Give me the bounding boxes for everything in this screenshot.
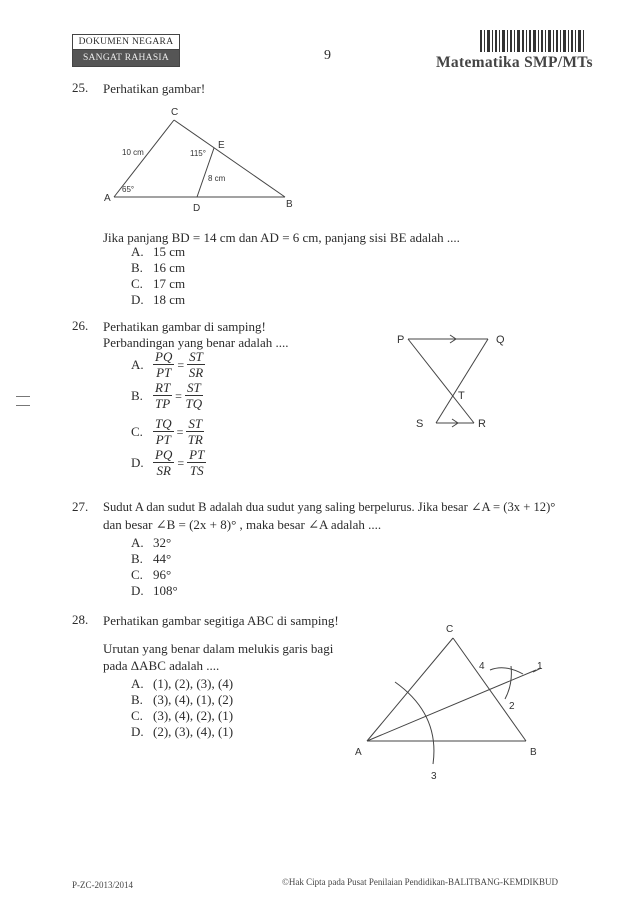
q28-line2: pada ΔABC adalah ....: [103, 658, 220, 673]
q25-option-b: B. 16 cm: [131, 260, 186, 275]
q28-prompt: Perhatikan gambar segitiga ABC di samping!: [103, 613, 339, 628]
q26-label-q: Q: [496, 334, 505, 346]
q27-option-c: C. 96°: [131, 567, 172, 582]
q26-prompt: Perhatikan gambar di samping!: [103, 319, 266, 334]
q26-option-a: A. $\frac{PQ}{PT}$ = $\frac{ST}{SR}$: [131, 349, 204, 380]
q28-option-a: A. (1), (2), (3), (4): [131, 676, 234, 691]
margin-mark: [16, 396, 30, 406]
q25-option-a: A. 15 cm: [131, 244, 186, 259]
subject-title: Matematika SMP/MTs: [436, 54, 593, 71]
q28-number: 28.: [72, 612, 89, 627]
q26-question: Perbandingan yang benar adalah ....: [103, 335, 289, 350]
q26-option-b: B. $\frac{RT}{TP}$ = $\frac{ST}{TQ}$: [131, 380, 203, 411]
q28-option-c: C. (3), (4), (2), (1): [131, 708, 234, 723]
q28-label-c: C: [446, 624, 454, 635]
q25-option-c: C. 17 cm: [131, 276, 186, 291]
q25-label-b: B: [286, 199, 293, 210]
q25-label-c: C: [171, 107, 179, 118]
q25-question: Jika panjang BD = 14 cm dan AD = 6 cm, panjang sisi BE adalah ....: [103, 230, 460, 245]
q27-line2: dan besar ∠B = (2x + 8)° , maka besar ∠A adalah ....: [103, 517, 382, 532]
q25-label-angle-a: 65°: [122, 185, 135, 194]
q28-bisector-figure: [345, 614, 565, 790]
q26-option-c: C. $\frac{TQ}{PT}$ = $\frac{ST}{TR}$: [131, 416, 203, 447]
q25-label-e: E: [218, 140, 225, 151]
q25-label-d: D: [193, 203, 201, 214]
stamp-bottom: SANGAT RAHASIA: [72, 50, 180, 67]
footer-copyright: ©Hak Cipta pada Pusat Penilaian Pendidikan-BALITBANG-KEMDIKBUD: [282, 877, 559, 887]
q28-option-b: B. (3), (4), (1), (2): [131, 692, 234, 707]
q28-label-4: 4: [479, 661, 485, 672]
q27-option-a: A. 32°: [131, 535, 172, 550]
q28-line1: Urutan yang benar dalam melukis garis bagi: [103, 641, 334, 656]
q26-crossed-lines-figure: [392, 326, 512, 434]
q28-option-d: D. (2), (3), (4), (1): [131, 724, 234, 739]
q28-label-1: 1: [537, 661, 543, 672]
q25-prompt: Perhatikan gambar!: [103, 81, 206, 96]
q27-option-d: D. 108°: [131, 583, 178, 598]
q28-label-b: B: [530, 747, 537, 758]
q25-label-de: 8 cm: [208, 174, 226, 183]
stamp-top: DOKUMEN NEGARA: [72, 34, 180, 50]
q27-option-b: B. 44°: [131, 551, 172, 566]
q27-line1: Sudut A dan sudut B adalah dua sudut yang saling berpelurus. Jika besar ∠A = (3x + 12)°: [103, 500, 556, 514]
q26-option-d: D. $\frac{PQ}{SR}$ = $\frac{PT}{TS}$: [131, 447, 205, 478]
footer-code: P-ZC-2013/2014: [72, 880, 134, 890]
q26-label-r: R: [478, 418, 486, 430]
q25-option-d: D. 18 cm: [131, 292, 186, 307]
q26-label-t: T: [458, 390, 465, 402]
q27-number: 27.: [72, 499, 89, 514]
page-number: 9: [324, 48, 331, 63]
q26-label-p: P: [397, 334, 405, 346]
q28-label-2: 2: [509, 701, 515, 712]
q25-triangle-figure: [100, 100, 300, 218]
q26-label-s: S: [416, 418, 424, 430]
q28-label-3: 3: [431, 771, 437, 782]
document-stamp: [72, 34, 180, 67]
q25-label-a: A: [104, 193, 111, 204]
barcode-icon: [480, 30, 584, 52]
q28-label-a: A: [355, 747, 362, 758]
q25-label-ac: 10 cm: [122, 148, 144, 157]
q26-number: 26.: [72, 318, 89, 333]
q25-label-angle-e: 115°: [190, 149, 206, 158]
q25-number: 25.: [72, 80, 89, 95]
